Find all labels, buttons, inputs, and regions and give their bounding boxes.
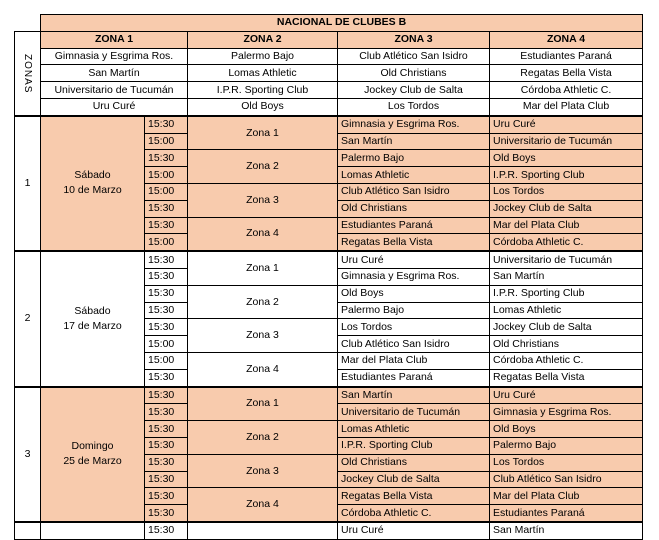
match-home-team: Old Boys [338,285,490,302]
match-time: 15:30 [145,454,188,471]
match-time: 15:30 [145,302,188,319]
fecha-number: 2 [15,251,41,386]
match-time: 15:30 [145,150,188,167]
match-time: 15:00 [145,352,188,369]
match-away-team: San Martín [490,268,643,285]
zone-header-3: ZONA 3 [338,31,490,48]
match-zone: Zona 2 [188,421,338,455]
match-away-team: Old Christians [490,336,643,353]
match-time: 15:30 [145,404,188,421]
match-away-team: San Martín [490,522,643,539]
fecha-date-text: 25 de Marzo [63,455,122,468]
match-away-team: Club Atlético San Isidro [490,471,643,488]
match-away-team: Los Tordos [490,454,643,471]
match-away-team: Palermo Bajo [490,437,643,454]
match-time: 15:30 [145,251,188,268]
zone-team: Universitario de Tucumán [41,82,188,99]
fecha-date [41,251,145,386]
match-home-team: Lomas Athletic [338,421,490,438]
zone-teams-row [15,48,643,65]
match-home-team: Córdoba Athletic C. [338,505,490,522]
page-title: NACIONAL DE CLUBES B [41,15,643,32]
zone-team: Jockey Club de Salta [338,82,490,99]
match-away-team: Mar del Plata Club [490,217,643,234]
match-time: 15:30 [145,369,188,386]
corner-blank [15,15,41,32]
match-home-team: Old Christians [338,200,490,217]
match-home-team: Palermo Bajo [338,302,490,319]
match-row [15,251,643,268]
match-away-team: Estudiantes Paraná [490,505,643,522]
match-home-team: San Martín [338,387,490,404]
match-away-team: I.P.R. Sporting Club [490,167,643,184]
match-home-team: Palermo Bajo [338,150,490,167]
fecha-day: Domingo [71,440,114,453]
match-time: 15:30 [145,217,188,234]
match-time: 15:30 [145,387,188,404]
match-home-team: Old Christians [338,454,490,471]
zone-team: Mar del Plata Club [490,98,643,115]
zone-team: Regatas Bella Vista [490,65,643,82]
zone-team: Uru Curé [41,98,188,115]
fecha-date-text: 10 de Marzo [63,184,122,197]
match-row [15,116,643,133]
match-home-team: Club Atlético San Isidro [338,183,490,200]
zonas-label: ZONAS [15,31,41,115]
match-away-team: Lomas Athletic [490,302,643,319]
match-away-team: Regatas Bella Vista [490,369,643,386]
fixture-table [14,14,643,540]
match-zone [188,522,338,539]
fecha-number [15,522,41,539]
match-home-team: I.P.R. Sporting Club [338,437,490,454]
match-home-team: Regatas Bella Vista [338,234,490,251]
match-zone: Zona 4 [188,352,338,386]
match-away-team: Jockey Club de Salta [490,200,643,217]
match-away-team: Mar del Plata Club [490,488,643,505]
zone-teams-row [15,98,643,115]
match-away-team: Gimnasia y Esgrima Ros. [490,404,643,421]
match-zone: Zona 3 [188,319,338,353]
match-home-team: Mar del Plata Club [338,352,490,369]
match-home-team: Regatas Bella Vista [338,488,490,505]
match-away-team: Old Boys [490,421,643,438]
match-time: 15:00 [145,336,188,353]
zone-team: Estudiantes Paraná [490,48,643,65]
zone-team: Palermo Bajo [188,48,338,65]
match-zone: Zona 1 [188,251,338,285]
zone-header-2: ZONA 2 [188,31,338,48]
fecha-date-text: 17 de Marzo [63,319,122,332]
match-row [15,387,643,404]
match-time: 15:30 [145,116,188,133]
match-time: 15:00 [145,234,188,251]
zone-header-1: ZONA 1 [41,31,188,48]
match-away-team: Uru Curé [490,116,643,133]
match-zone: Zona 3 [188,454,338,488]
match-home-team: Universitario de Tucumán [338,404,490,421]
match-home-team: Lomas Athletic [338,167,490,184]
match-time: 15:30 [145,268,188,285]
match-home-team: Jockey Club de Salta [338,471,490,488]
zone-team: Lomas Athletic [188,65,338,82]
match-time: 15:30 [145,488,188,505]
match-row [15,522,643,539]
match-away-team: Universitario de Tucumán [490,251,643,268]
match-zone: Zona 2 [188,150,338,184]
match-away-team: Uru Curé [490,387,643,404]
match-home-team: Uru Curé [338,251,490,268]
zone-team: I.P.R. Sporting Club [188,82,338,99]
zone-team: San Martín [41,65,188,82]
match-time: 15:30 [145,200,188,217]
match-time: 15:30 [145,505,188,522]
match-zone: Zona 1 [188,387,338,421]
match-away-team: Córdoba Athletic C. [490,234,643,251]
match-home-team: San Martín [338,133,490,150]
fecha-day: Sábado [74,169,111,182]
match-home-team: Club Atlético San Isidro [338,336,490,353]
match-time: 15:30 [145,471,188,488]
match-zone: Zona 2 [188,285,338,319]
zone-teams-row [15,82,643,99]
zone-team: Old Christians [338,65,490,82]
match-zone: Zona 1 [188,116,338,150]
match-time: 15:00 [145,183,188,200]
zone-team: Club Atlético San Isidro [338,48,490,65]
match-home-team: Los Tordos [338,319,490,336]
match-time: 15:30 [145,437,188,454]
fecha-date [41,116,145,251]
match-home-team: Gimnasia y Esgrima Ros. [338,116,490,133]
zone-header-4: ZONA 4 [490,31,643,48]
zone-team: Old Boys [188,98,338,115]
match-away-team: Jockey Club de Salta [490,319,643,336]
zone-teams-row [15,65,643,82]
match-time: 15:30 [145,522,188,539]
match-time: 15:00 [145,133,188,150]
fecha-date [41,387,145,522]
match-home-team: Estudiantes Paraná [338,217,490,234]
match-away-team: Universitario de Tucumán [490,133,643,150]
match-zone: Zona 4 [188,488,338,522]
match-away-team: Córdoba Athletic C. [490,352,643,369]
match-away-team: Old Boys [490,150,643,167]
zone-team: Gimnasia y Esgrima Ros. [41,48,188,65]
fecha-day: Sábado [74,304,111,317]
match-zone: Zona 4 [188,217,338,251]
match-home-team: Estudiantes Paraná [338,369,490,386]
zone-team: Córdoba Athletic C. [490,82,643,99]
match-time: 15:30 [145,319,188,336]
match-home-team: Uru Curé [338,522,490,539]
zone-team: Los Tordos [338,98,490,115]
fecha-number: 1 [15,116,41,251]
fecha-date [41,522,145,539]
fecha-number: 3 [15,387,41,522]
match-home-team: Gimnasia y Esgrima Ros. [338,268,490,285]
match-time: 15:30 [145,285,188,302]
match-time: 15:00 [145,167,188,184]
match-away-team: I.P.R. Sporting Club [490,285,643,302]
match-zone: Zona 3 [188,183,338,217]
match-time: 15:30 [145,421,188,438]
match-away-team: Los Tordos [490,183,643,200]
